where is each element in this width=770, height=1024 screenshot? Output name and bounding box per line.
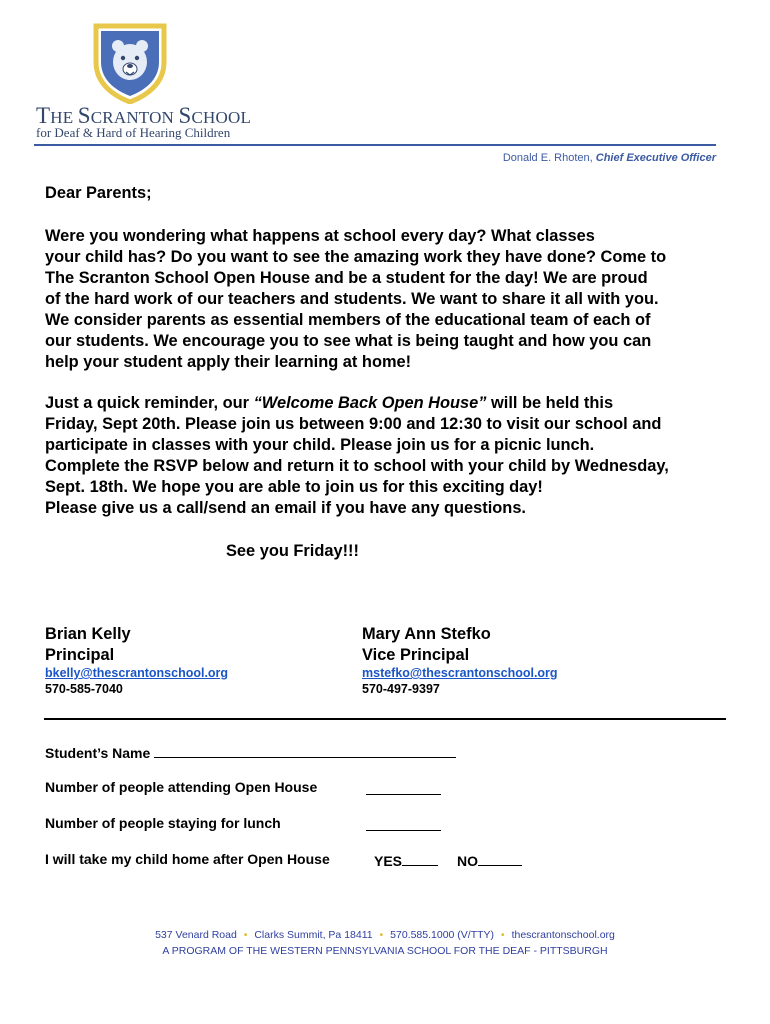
lunch-count-blank[interactable] xyxy=(366,815,441,831)
yes-option[interactable]: YES xyxy=(374,851,438,869)
principal-title: Principal xyxy=(45,646,115,664)
school-subtitle: for Deaf & Hard of Hearing Children xyxy=(36,125,231,140)
principal-phone: 570-585-7040 xyxy=(45,682,123,696)
no-option[interactable]: NO xyxy=(457,851,522,869)
ceo-title: Chief Executive Officer xyxy=(595,152,716,164)
student-name-blank[interactable] xyxy=(154,743,456,758)
letter-greeting: Dear Parents; xyxy=(45,184,152,202)
vice-principal-email-link[interactable]: mstefko@thescrantonschool.org xyxy=(362,666,558,680)
footer-program: A PROGRAM OF THE WESTERN PENNSYLVANIA SCHOOL FOR THE DEAF - PITTSBURGH xyxy=(162,945,608,957)
footer-city: Clarks Summit, Pa 18411 xyxy=(254,929,373,941)
header-divider xyxy=(34,144,716,146)
bullet-separator: • xyxy=(379,930,384,941)
footer-website-link[interactable]: thescrantonschool.org xyxy=(511,929,615,941)
letter-paragraph-1: Were you wondering what happens at school every day? What classes your child has? Do you want to see the amazing work they have done? Come to The Scranton School Open House and be a student for the day! We are proud of the hard work of our teachers and students. We want to share it all with you. We consider parents as essential members of the educational team of each of our students. We encourage you to see what is being taught and how you can help your student apply their learning at home! xyxy=(45,227,667,371)
rsvp-divider xyxy=(44,718,726,720)
no-blank[interactable] xyxy=(478,851,522,866)
footer-address: 537 Venard Road xyxy=(155,929,237,941)
bullet-separator: • xyxy=(243,930,248,941)
vice-principal-title: Vice Principal xyxy=(362,646,470,664)
yes-blank[interactable] xyxy=(402,851,438,866)
event-name: “Welcome Back Open House” xyxy=(253,394,487,412)
footer-contact xyxy=(0,929,770,941)
footer-phone: 570.585.1000 (V/TTY) xyxy=(390,929,495,941)
school-crest-logo xyxy=(92,22,168,104)
principal-name: Brian Kelly xyxy=(45,625,131,643)
bullet-separator: • xyxy=(501,930,505,941)
school-name: THE SCRANTON SCHOOL xyxy=(36,103,252,128)
take-home-label: I will take my child home after Open House xyxy=(45,851,330,867)
attending-label: Number of people attending Open House xyxy=(45,779,318,795)
letter-paragraph-2: Just a quick reminder, our “Welcome Back Open House” will be held this Friday, Sept 20th. Please join us between 9:00 and 12:30 to visit our school and participate in classes with your child. Please join us for a picnic lunch. Complete the RSVP below and return it to school with your child by Wednesday, Sept. 18th. We hope you are able to join us for this exciting day! Please give us a call/send an email if you have any questions. xyxy=(45,394,669,517)
vice-principal-name: Mary Ann Stefko xyxy=(362,625,491,643)
ceo-name: Donald E. Rhoten, xyxy=(502,152,593,164)
letter-closing: See you Friday!!! xyxy=(226,542,359,560)
attending-count-blank[interactable] xyxy=(366,779,441,795)
lunch-label: Number of people staying for lunch xyxy=(45,815,281,831)
principal-email-link[interactable]: bkelly@thescrantonschool.org xyxy=(45,666,229,680)
vice-principal-phone: 570-497-9397 xyxy=(362,682,440,696)
student-name-field: Student’s Name xyxy=(45,743,456,761)
ceo-line xyxy=(503,152,716,164)
